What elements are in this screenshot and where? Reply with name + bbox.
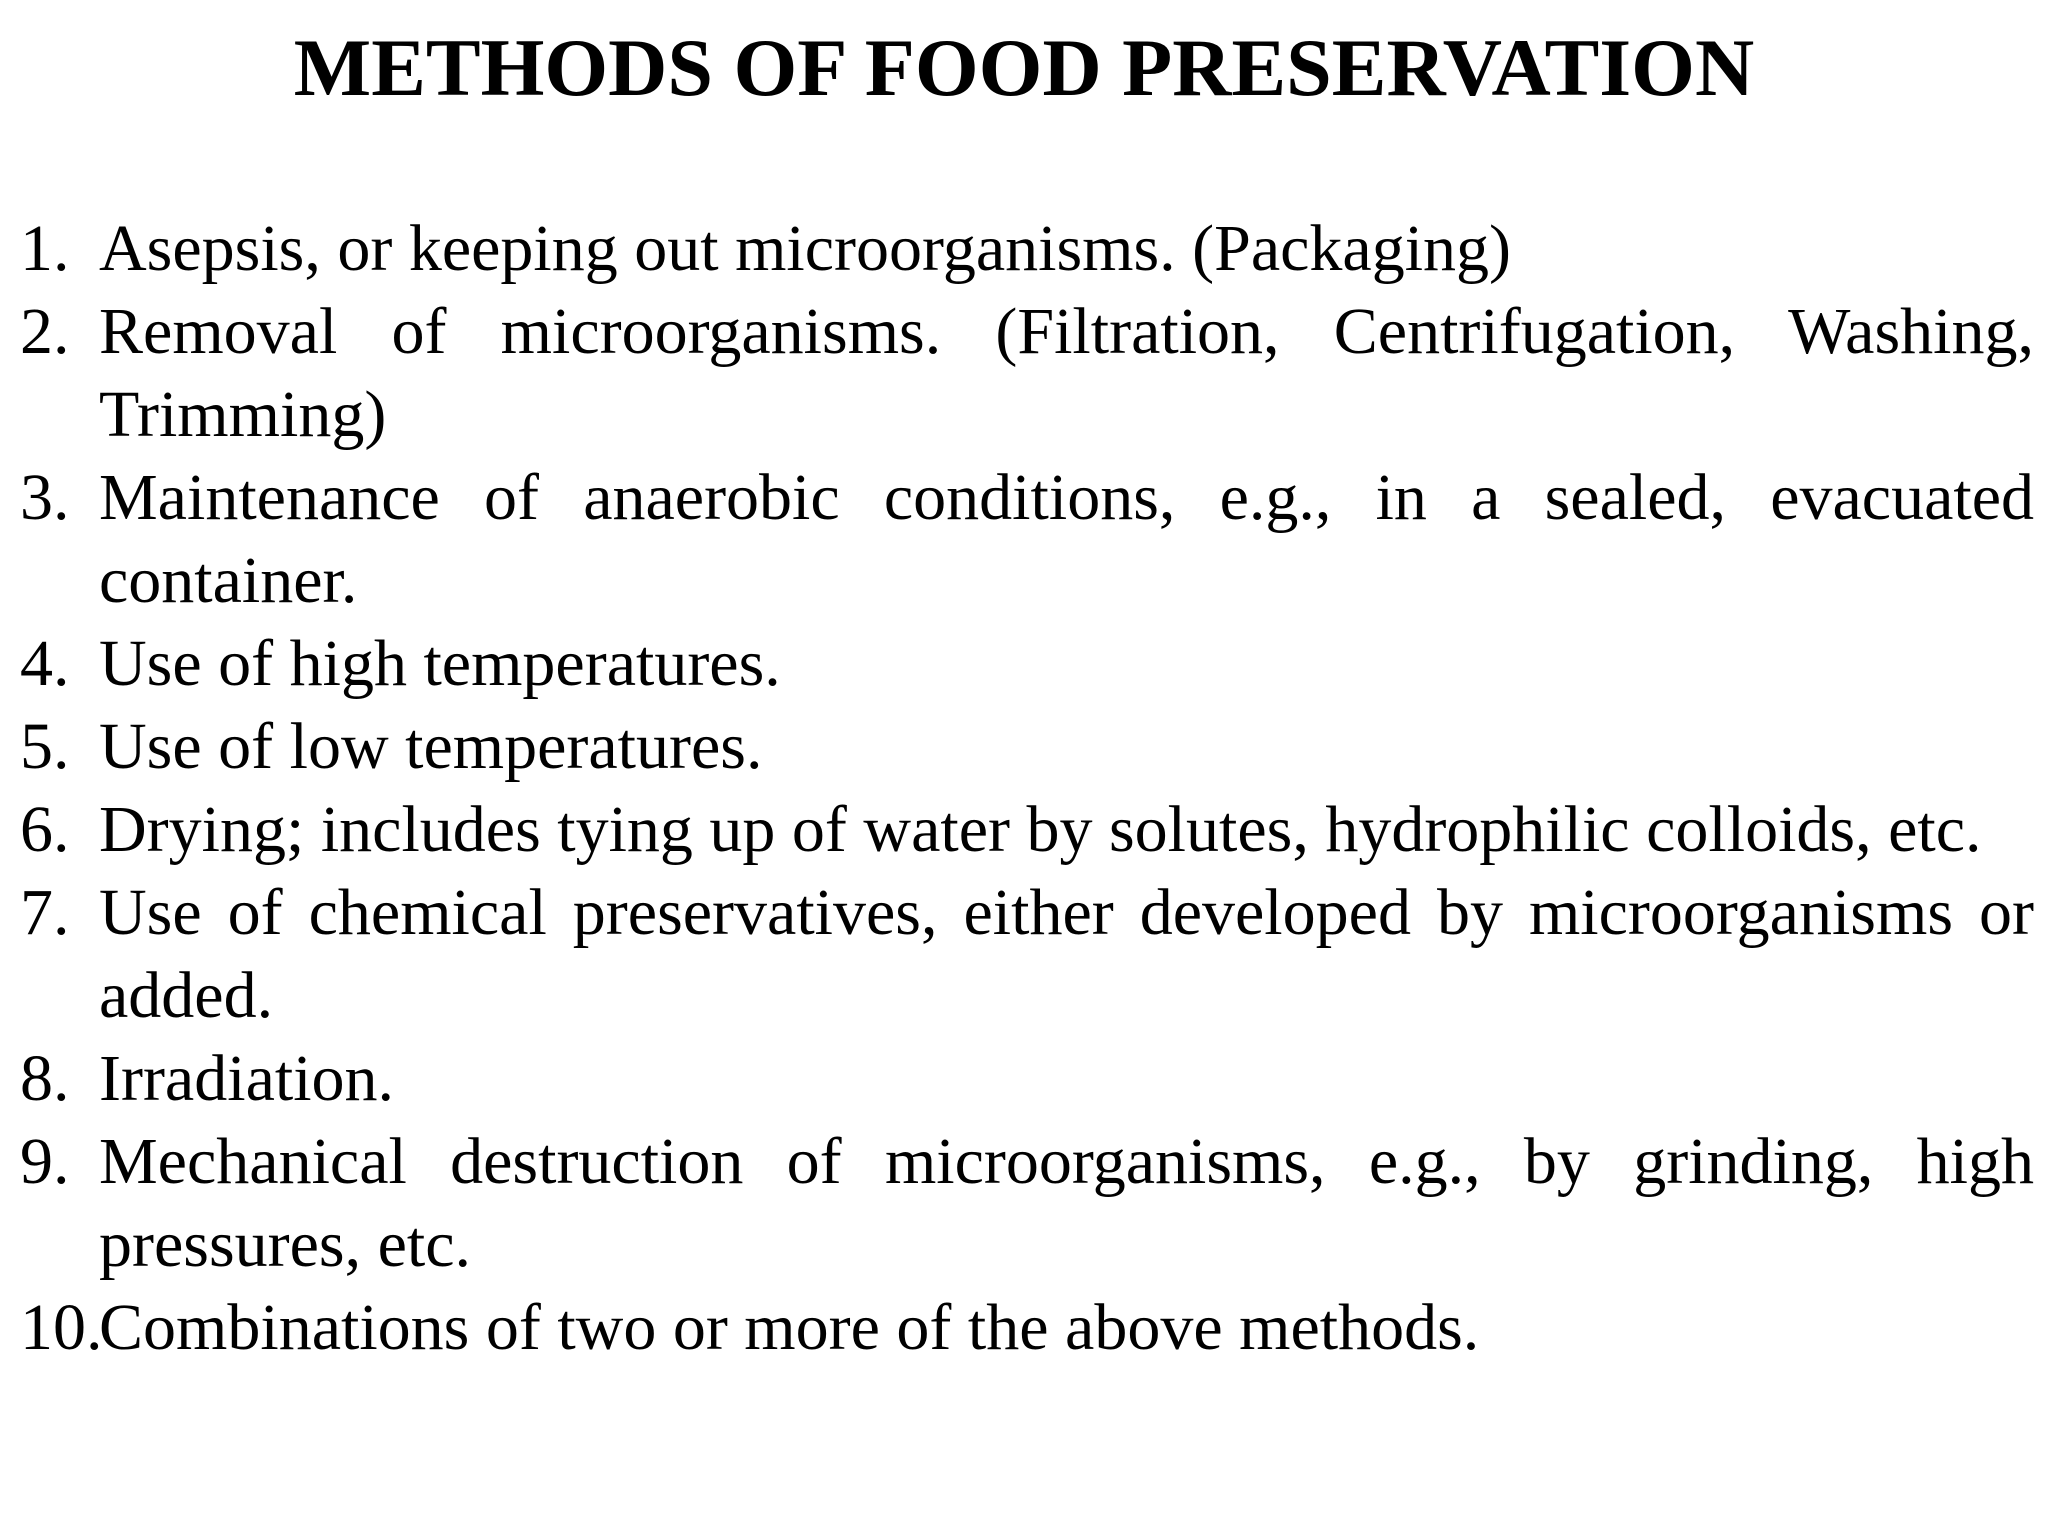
methods-list <box>20 207 2034 1369</box>
method-item-7 <box>20 871 2034 1037</box>
method-number: 6. <box>20 793 70 866</box>
method-number: 2. <box>20 295 70 368</box>
method-item-6 <box>20 788 2034 871</box>
method-item-5 <box>20 705 2034 788</box>
method-item-2 <box>20 290 2034 456</box>
method-number: 8. <box>20 1042 70 1115</box>
method-item-10 <box>20 1286 2034 1369</box>
method-number: 5. <box>20 710 70 783</box>
method-text: Drying; includes tying up of water by solutes, hydrophilic colloids, etc. <box>99 793 1982 866</box>
method-text: Mechanical destruction of microorganisms, e.g., by grinding, high pressures, etc. <box>99 1125 2034 1281</box>
method-number: 7. <box>20 876 70 949</box>
method-item-1 <box>20 207 2034 290</box>
method-number: 10. <box>20 1291 103 1364</box>
method-number: 9. <box>20 1125 70 1198</box>
method-number: 3. <box>20 461 70 534</box>
method-item-8 <box>20 1037 2034 1120</box>
slide-title: METHODS OF FOOD PRESERVATION <box>293 22 1755 113</box>
method-text: Maintenance of anaerobic conditions, e.g., in a sealed, evacuated container. <box>99 461 2034 617</box>
method-text: Asepsis, or keeping out microorganisms. (Packaging) <box>99 212 1512 285</box>
method-text: Removal of microorganisms. (Filtration, Centrifugation, Washing, Trimming) <box>99 295 2034 451</box>
method-item-9 <box>20 1120 2034 1286</box>
method-item-4 <box>20 622 2034 705</box>
method-number: 1. <box>20 212 70 285</box>
method-text: Use of high temperatures. <box>99 627 781 700</box>
method-text: Irradiation. <box>99 1042 395 1115</box>
method-item-3 <box>20 456 2034 622</box>
method-text: Use of low temperatures. <box>99 710 763 783</box>
method-text: Use of chemical preservatives, either developed by microorganisms or added. <box>99 876 2034 1032</box>
method-text: Combinations of two or more of the above methods. <box>99 1291 1480 1364</box>
method-number: 4. <box>20 627 70 700</box>
